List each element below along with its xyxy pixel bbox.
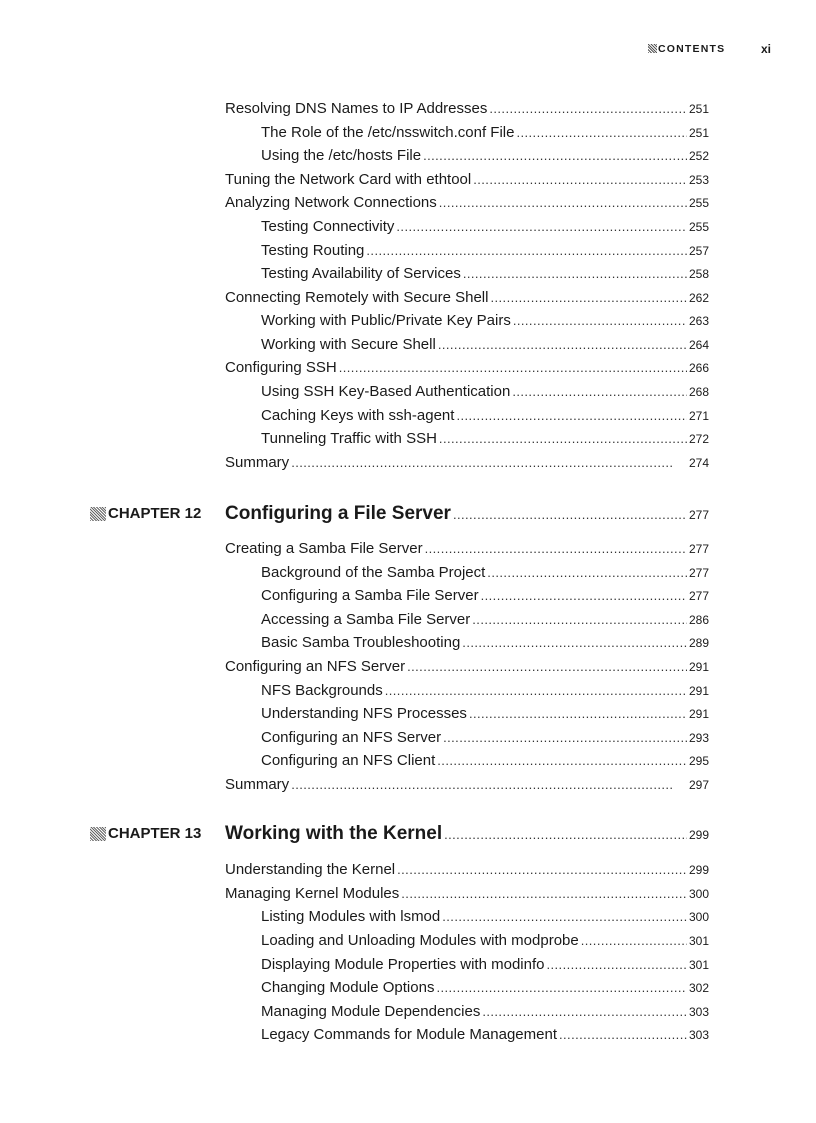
dot-leader: [490, 288, 687, 308]
running-head-page-number: xi: [761, 42, 772, 56]
toc-entry-page: 252: [688, 149, 709, 163]
dot-leader: [453, 502, 687, 528]
toc-entry-title: Configuring an NFS Client: [261, 752, 436, 769]
toc-entry-page: 274: [688, 456, 709, 470]
toc-entry[interactable]: [261, 406, 709, 426]
dot-leader: [559, 1025, 687, 1045]
toc-entry-title: Understanding the Kernel: [225, 861, 396, 878]
toc-entry-page: 291: [688, 707, 709, 721]
toc-entry-page: 251: [688, 102, 709, 116]
dot-leader: [462, 633, 687, 653]
toc-entry-page: 251: [688, 126, 709, 140]
toc-entry-title: Configuring an NFS Server: [225, 658, 406, 675]
toc-entry[interactable]: [225, 775, 709, 795]
toc-entry-title: Creating a Samba File Server: [225, 540, 423, 557]
dot-leader: [469, 704, 687, 724]
dot-leader: [481, 586, 687, 606]
hatch-ornament-icon: [90, 827, 106, 841]
dot-leader: [291, 453, 687, 473]
toc-entry-title: Managing Kernel Modules: [225, 885, 400, 902]
toc-entry[interactable]: [261, 264, 709, 284]
toc-entry[interactable]: [261, 586, 709, 606]
toc-entry[interactable]: [261, 704, 709, 724]
toc-entry-title: Configuring SSH: [225, 359, 337, 376]
toc-entry[interactable]: [225, 193, 709, 213]
toc-entry-title: NFS Backgrounds: [261, 682, 383, 699]
dot-leader: [443, 728, 687, 748]
toc-entry-page: 253: [688, 173, 709, 187]
toc-entry-title: Working with Public/Private Key Pairs: [261, 312, 511, 329]
toc-entry[interactable]: [261, 241, 709, 261]
dot-leader: [291, 775, 687, 795]
toc-entry-page: 300: [688, 887, 709, 901]
toc-entry-title: Basic Samba Troubleshooting: [261, 634, 461, 651]
toc-entry-title: Caching Keys with ssh-agent: [261, 407, 455, 424]
toc-entry[interactable]: [261, 146, 709, 166]
toc-entry-page: 255: [688, 196, 709, 210]
chapter-title-page: 299: [688, 828, 709, 842]
toc-entry-title: Tunneling Traffic with SSH: [261, 430, 437, 447]
running-head: [648, 43, 778, 59]
dot-leader: [397, 860, 687, 880]
dot-leader: [473, 170, 687, 190]
toc-entry-page: 297: [688, 778, 709, 792]
toc-entry[interactable]: [261, 681, 709, 701]
toc-entry-page: 291: [688, 660, 709, 674]
dot-leader: [581, 931, 687, 951]
toc-entry-page: 272: [688, 432, 709, 446]
dot-leader: [513, 311, 687, 331]
chapter-13-label: [90, 823, 201, 845]
dot-leader: [546, 955, 686, 975]
toc-entry[interactable]: [261, 1025, 709, 1045]
chapter-label-text: CHAPTER 13: [108, 825, 202, 842]
dot-leader: [425, 539, 687, 559]
toc-entry-title: Understanding NFS Processes: [261, 705, 467, 722]
toc-entry-title: Loading and Unloading Modules with modprobe: [261, 932, 579, 949]
toc-entry-page: 255: [688, 220, 709, 234]
toc-entry-page: 262: [688, 291, 709, 305]
toc-entry-title: Listing Modules with lsmod: [261, 908, 441, 925]
toc-entry-page: 277: [688, 589, 709, 603]
toc-entry[interactable]: [261, 955, 709, 975]
toc-entry-title: Connecting Remotely with Secure Shell: [225, 289, 489, 306]
dot-leader: [436, 978, 687, 998]
dot-leader: [444, 822, 687, 848]
toc-entry[interactable]: [261, 429, 709, 449]
toc-entry-page: 263: [688, 314, 709, 328]
dot-leader: [401, 884, 687, 904]
toc-entry[interactable]: [225, 288, 709, 308]
toc-entry[interactable]: [225, 453, 709, 473]
toc-entry[interactable]: [225, 884, 709, 904]
toc-entry[interactable]: [225, 657, 709, 677]
toc-entry-page: 301: [688, 934, 709, 948]
running-head-label: CONTENTS: [658, 43, 726, 55]
toc-entry[interactable]: [261, 728, 709, 748]
chapter-title-text: Configuring a File Server: [225, 503, 451, 524]
toc-entry-page: 289: [688, 636, 709, 650]
toc-entry-title: Summary: [225, 776, 290, 793]
toc-entry-page: 286: [688, 613, 709, 627]
toc-entry-page: 299: [688, 863, 709, 877]
hatch-ornament-icon: [648, 44, 657, 53]
toc-entry-title: Analyzing Network Connections: [225, 194, 437, 211]
dot-leader: [512, 382, 687, 402]
toc-entry-page: 302: [688, 981, 709, 995]
chapter-label-text: CHAPTER 12: [108, 505, 202, 522]
toc-entry-page: 268: [688, 385, 709, 399]
dot-leader: [472, 610, 687, 630]
dot-leader: [438, 335, 687, 355]
dot-leader: [456, 406, 687, 426]
toc-entry[interactable]: [261, 123, 709, 143]
toc-entry-page: 303: [688, 1028, 709, 1042]
toc-entry[interactable]: [261, 931, 709, 951]
toc-entry[interactable]: [261, 311, 709, 331]
toc-entry-page: 271: [688, 409, 709, 423]
dot-leader: [423, 146, 687, 166]
toc-entry-page: 264: [688, 338, 709, 352]
dot-leader: [482, 1002, 687, 1022]
chapter-12-title[interactable]: [225, 501, 709, 527]
toc-entry[interactable]: [261, 978, 709, 998]
toc-entry-title: Using SSH Key-Based Authentication: [261, 383, 511, 400]
dot-leader: [442, 907, 687, 927]
dot-leader: [396, 217, 687, 237]
toc-entry-title: The Role of the /etc/nsswitch.conf File: [261, 124, 515, 141]
toc-entry-page: 266: [688, 361, 709, 375]
toc-entry[interactable]: [225, 358, 709, 378]
dot-leader: [385, 681, 687, 701]
toc-entry-title: Testing Connectivity: [261, 218, 395, 235]
dot-leader: [437, 751, 687, 771]
toc-entry-title: Configuring a Samba File Server: [261, 587, 479, 604]
toc-entry-page: 257: [688, 244, 709, 258]
toc-entry[interactable]: [261, 563, 709, 583]
toc-entry-title: Using the /etc/hosts File: [261, 147, 422, 164]
toc-entry-title: Testing Routing: [261, 242, 365, 259]
toc-entry-page: 295: [688, 754, 709, 768]
toc-entry-title: Accessing a Samba File Server: [261, 611, 471, 628]
toc-entry-title: Displaying Module Properties with modinfo: [261, 956, 545, 973]
toc-entry-title: Configuring an NFS Server: [261, 729, 442, 746]
toc-entry[interactable]: [225, 170, 709, 190]
toc-entry[interactable]: [261, 1002, 709, 1022]
toc-entry[interactable]: [261, 633, 709, 653]
toc-entry[interactable]: [261, 610, 709, 630]
toc-entry-title: Managing Module Dependencies: [261, 1003, 481, 1020]
toc-entry-page: 291: [688, 684, 709, 698]
toc-entry-title: Changing Module Options: [261, 979, 435, 996]
toc-entry-page: 301: [688, 958, 709, 972]
toc-entry-title: Testing Availability of Services: [261, 265, 461, 282]
dot-leader: [463, 264, 687, 284]
toc-entry[interactable]: [225, 99, 709, 119]
chapter-13-title[interactable]: [225, 821, 709, 847]
chapter-title-page: 277: [688, 508, 709, 522]
hatch-ornament-icon: [90, 507, 106, 521]
chapter-12-label: [90, 503, 201, 525]
toc-entry-page: 303: [688, 1005, 709, 1019]
dot-leader: [407, 657, 687, 677]
chapter-title-text: Working with the Kernel: [225, 823, 443, 844]
dot-leader: [439, 193, 687, 213]
dot-leader: [339, 358, 687, 378]
dot-leader: [366, 241, 687, 261]
toc-entry-page: 300: [688, 910, 709, 924]
toc-entry-title: Legacy Commands for Module Management: [261, 1026, 557, 1043]
dot-leader: [516, 123, 687, 143]
toc-entry[interactable]: [261, 907, 709, 927]
toc-entry-page: 258: [688, 267, 709, 281]
toc-entry[interactable]: [261, 751, 709, 771]
dot-leader: [489, 99, 687, 119]
toc-entry-title: Summary: [225, 454, 290, 471]
toc-entry-page: 277: [688, 542, 709, 556]
toc-entry-page: 293: [688, 731, 709, 745]
toc-entry-title: Tuning the Network Card with ethtool: [225, 171, 472, 188]
toc-entry[interactable]: [225, 539, 709, 559]
toc-entry-title: Background of the Samba Project: [261, 564, 486, 581]
toc-entry-title: Working with Secure Shell: [261, 336, 436, 353]
toc-entry[interactable]: [261, 335, 709, 355]
toc-entry[interactable]: [225, 860, 709, 880]
toc-entry-title: Resolving DNS Names to IP Addresses: [225, 100, 488, 117]
toc-entry[interactable]: [261, 217, 709, 237]
dot-leader: [439, 429, 687, 449]
toc-entry[interactable]: [261, 382, 709, 402]
dot-leader: [487, 563, 687, 583]
toc-entry-page: 277: [688, 566, 709, 580]
